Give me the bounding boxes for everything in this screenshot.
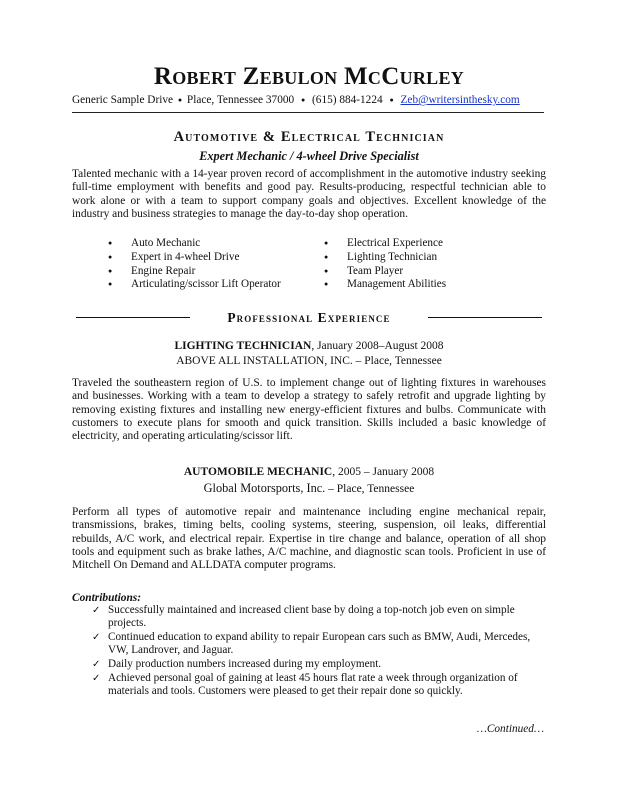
job-role: AUTOMOBILE MECHANIC [183,466,333,478]
skill-item: ● Auto Mechanic [108,237,281,251]
contact-address: Generic Sample Drive [72,94,174,106]
continued-note: …Continued… [476,723,544,735]
candidate-name: Robert Zebulon McCurley [153,63,465,90]
job-dates: , 2005 – January 2008 [332,466,435,478]
job-description: Traveled the southeastern region of U.S. to implement change out of lighting fixtures in warehouses and businesses. Working with a team to develop a strategy to safely retrofit and upgrade lighting by removing existing fixtures and installing new energy-efficient fixtures and bulbs. Communicate with customers to execute plans for smooth and quick transition. Skills included a basic knowledge of electricity, and operating articulating/scissor lift. [72,377,546,443]
contact-phone: (615) 884-1224 [312,94,383,106]
skill-item: ● Engine Repair [108,265,281,279]
skill-item: ● Management Abilities [324,278,446,292]
header-divider [72,112,544,113]
job-company: ABOVE ALL INSTALLATION, INC. [176,355,353,367]
job-header [0,340,618,352]
contributions-heading: Contributions: [72,592,142,604]
job-description: Perform all types of automotive repair and maintenance including engine mechanical repair, transmissions, brakes, timing belts, cooling systems, steering, suspension, oil leaks, differential rebuilds, A/C work, and electrical repair. Expertise in tire change and balance, operation of all shop tools and equipment such as brake lathes, A/C machine, and diagnostic scan tools. Proficient in use of Mitchell On Demand and ALLDATA computer programs. [72,506,546,572]
job-role: LIGHTING TECHNICIAN [174,340,312,352]
summary-paragraph: Talented mechanic with a 14-year proven record of accomplishment in the automotive industry seeking full-time employment with benefits and good pay. Results-producing, respectful technician able to work alone or with a team to support company goals and objectives. Excellent knowledge of the industry and business strategies to manage the day-to-day shop operation. [72,168,546,220]
contribution-item: ✓ Achieved personal goal of gaining at least 45 hours flat rate a week through organization of materials and tools. Customers were pleased to get their repair done so quickly. [72,672,546,698]
job-title-heading: Automotive & Electrical Technician [173,129,445,145]
job-company-line [0,355,618,367]
section-heading-experience [76,310,542,324]
bullet-separator-icon: ● [300,96,306,105]
skill-item: ● Lighting Technician [324,251,446,265]
section-rule-right [428,317,542,318]
job-company: Global Motorsports, Inc. [203,481,326,495]
contact-line [72,94,520,106]
skill-item: ● Team Player [324,265,446,279]
skills-list-right [324,237,446,292]
skill-item: ● Expert in 4-wheel Drive [108,251,281,265]
section-title: Professional Experience [227,310,391,325]
bullet-separator-icon: ● [177,96,183,105]
bullet-separator-icon: ● [389,96,394,105]
contact-email-link[interactable]: Zeb@writersinthesky.com [400,94,520,106]
contributions-list [72,604,546,698]
contribution-item: ✓ Daily production numbers increased during my employment. [72,658,546,671]
job-subtitle: Expert Mechanic / 4-wheel Drive Specialist [199,149,419,163]
job-header [0,466,618,478]
skill-item: ● Articulating/scissor Lift Operator [108,278,281,292]
contribution-item: ✓ Continued education to expand ability to repair European cars such as BMW, Audi, Mercedes, VW, Landrover, and Jaguar. [72,631,546,657]
skills-list-left [108,237,281,292]
job-location: – Place, Tennessee [325,483,415,495]
contribution-item: ✓ Successfully maintained and increased client base by doing a top-notch job even on simple projects. [72,604,546,630]
job-company-line [0,481,618,496]
job-dates: , January 2008–August 2008 [311,340,444,352]
contact-city: Place, Tennessee 37000 [186,94,295,106]
skill-item: ● Electrical Experience [324,237,446,251]
job-location: – Place, Tennessee [352,355,442,367]
